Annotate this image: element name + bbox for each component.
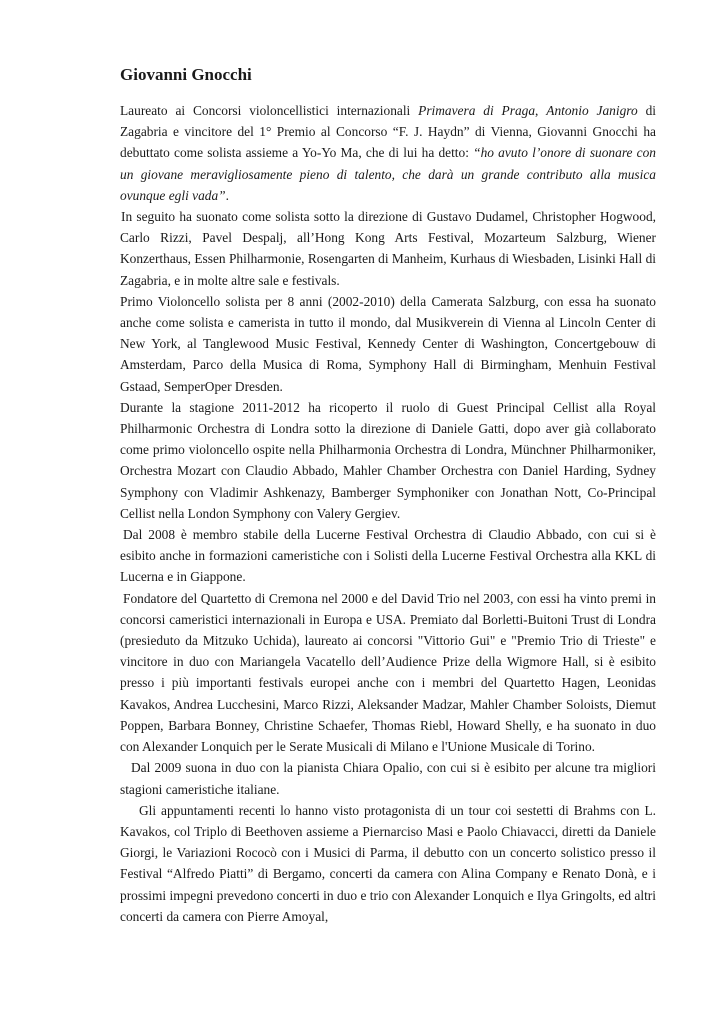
italic-text: “ho avuto l’onore di suonare con un giovane meravigliosamente pieno di talento, che darà un grande contributo alla musica ovunque egli vada” xyxy=(120,145,656,203)
biography-paragraph xyxy=(120,800,656,927)
page-title: Giovanni Gnocchi xyxy=(120,65,252,84)
paragraph-text: In seguito ha suonato come solista sotto la direzione di Gustavo Dudamel, Christopher Hogwood, Carlo Rizzi, Pavel Despalj, all’Hong Kong Arts Festival, Mozarteum Salzburg, Wiener Konzerthaus, Essen Philharmonie, Rosengarten di Manheim, Kurhaus di Wiesbaden, Lisinki Hall di Zagabria, e in molte altre sale e festivals. xyxy=(120,209,656,288)
paragraph-text: Dal 2009 suona in duo con la pianista Chiara Opalio, con cui si è esibito per alcune tra migliori stagioni cameristiche italiane. xyxy=(120,760,656,797)
biography-paragraph xyxy=(120,524,656,588)
biography-paragraph xyxy=(120,291,656,397)
paragraph-text: , xyxy=(535,103,547,118)
paragraph-text: Durante la stagione 2011-2012 ha ricoperto il ruolo di Guest Principal Cellist alla Royal Philharmonic Orchestra di Londra sotto la direzione di Daniele Gatti, dopo aver già collaborato come primo violoncello ospite nella Philharmonia Orchestra di Londra, Münchner Philharmoniker, Orchestra Mozart con Claudio Abbado, Mahler Chamber Orchestra con Daniel Harding, Sydney Symphony con Vladimir Ashkenazy, Bamberger Symphoniker con Jonathan Nott, Co-Principal Cellist nella London Symphony con Valery Gergiev. xyxy=(120,399,656,521)
biography-paragraph xyxy=(120,206,656,291)
biography-paragraph xyxy=(120,397,656,524)
biography-paragraph xyxy=(120,588,656,758)
paragraph-text: . xyxy=(225,187,229,203)
biography-paragraph xyxy=(120,100,656,206)
document-page xyxy=(120,64,656,927)
paragraph-text: di Zagabria e vincitore del 1° Premio al Concorso “F. J. Haydn” di Vienna, Giovanni Gnocchi ha debuttato come solista assieme a Yo-Yo Ma, che di lui ha detto: xyxy=(120,103,656,161)
paragraph-text: Gli appuntamenti recenti lo hanno visto protagonista di un tour coi sestetti di Brahms con L. Kavakos, col Triplo di Beethoven assieme a Piernarciso Masi e Paolo Chiavacci, diretti da Daniele Giorgi, le Variazioni Rococò con i Musici di Parma, il debutto con un concerto solistico presso il Festival “Alfredo Piatti” di Bergamo, concerti da camera con Alina Company e Renato Donà, e i prossimi impegni prevedono concerti in duo e trio con Alexander Lonquich e Ilya Gringolts, ed altri concerti da camera con Pierre Amoyal, xyxy=(120,802,656,924)
italic-text: Antonio Janigro xyxy=(546,103,638,118)
paragraph-text: Fondatore del Quartetto di Cremona nel 2000 e del David Trio nel 2003, con essi ha vinto premi in concorsi cameristici internazionali in Europa e USA. Premiato dal Borletti-Buitoni Trust di Londra (presieduto da Mitzuko Uchida), laureato ai concorsi "Vittorio Gui" e "Premio Trio di Trieste" e vincitore in duo con Mariangela Vacatello dell’Audience Prize della Wigmore Hall, si è esibito presso i più importanti festivals europei anche con i membri del Quartetto Hagen, Leonidas Kavakos, Andrea Lucchesini, Marco Rizzi, Aleksander Madzar, Mahler Chamber Soloists, Diemut Poppen, Barbara Bonney, Christine Schaefer, Thomas Riebl, Howard Shelly, e ha suonato in duo con Alexander Lonquich per le Serate Musicali di Milano e l'Unione Musicale di Torino. xyxy=(120,590,656,755)
paragraph-text: Laureato ai Concorsi violoncellistici internazionali xyxy=(120,103,419,118)
biography-paragraph xyxy=(120,757,656,799)
paragraph-text: Primo Violoncello solista per 8 anni (2002-2010) della Camerata Salzburg, con essa ha suonato anche come solista e camerista in tutto il mondo, dal Musikverein di Vienna al Lincoln Center di New York, al Tanglewood Music Festival, Kennedy Center di Washington, Concertgebouw di Amsterdam, Parco della Musica di Roma, Symphony Hall di Birmingham, Menhuin Festival Gstaad, SemperOper Dresden. xyxy=(120,293,656,394)
italic-text: Primavera di Praga xyxy=(418,103,536,118)
paragraph-text: Dal 2008 è membro stabile della Lucerne Festival Orchestra di Claudio Abbado, con cui si è esibito anche in formazioni cameristiche con i Solisti della Lucerne Festival Orchestra alla KKL di Lucerna e in Giappone. xyxy=(120,527,656,585)
biography-text xyxy=(120,100,656,927)
